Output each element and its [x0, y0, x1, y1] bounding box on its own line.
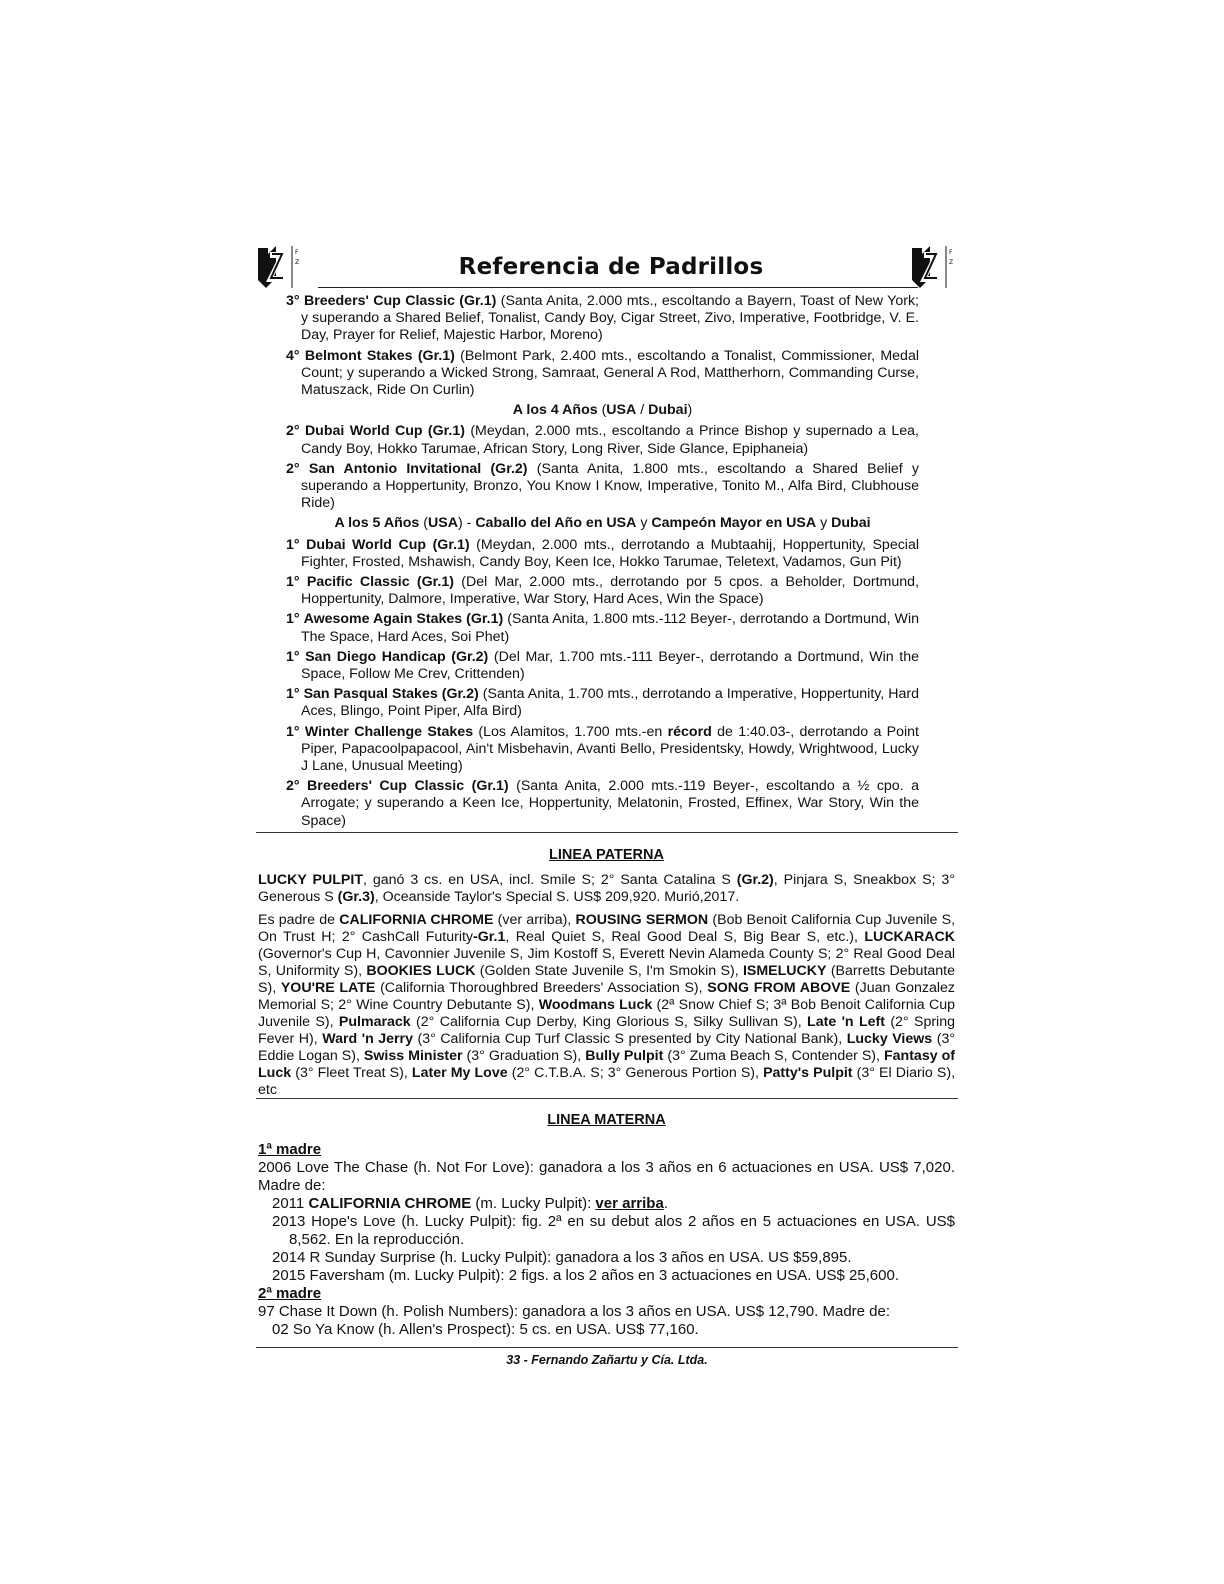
- section-title-paterna: LINEA PATERNA: [549, 847, 664, 863]
- race-entry: 2° Dubai World Cup (Gr.1) (Meydan, 2.000 mts., escoltando a Prince Bishop y supernado a Lea, Candy Boy, Hokko Tarumae, African Story, Long River, Side Glance, Epiphaneia): [286, 423, 919, 457]
- race-entry: 2° San Antonio Invitational (Gr.2) (Santa Anita, 1.800 mts., escoltando a Shared Belief y superando a Hoppertunity, Bronzo, You Know I Know, Imperative, Tonito M., Alfa Bird, Clubhouse Ride): [286, 460, 919, 512]
- race-entry: 1° Pacific Classic (Gr.1) (Del Mar, 2.000 mts., derrotando por 5 cpos. a Beholder, Dortmund, Hoppertunity, Dalmore, Imperative, War Story, Hard Aces, Win the Space): [286, 574, 919, 608]
- page-title: Referencia de Padrillos: [458, 254, 764, 280]
- entries-group-5yo: [286, 537, 919, 721]
- race-entry: 3° Breeders' Cup Classic (Gr.1) (Santa Anita, 2.000 mts., escoltando a Bayern, Toast of New York; y superando a Shared Belief, Tonalist, Candy Boy, Cigar Street, Zivo, Imperative, Footbridge, V. E. Day, Prayer for Relief, Majestic Harbor, Moreno): [286, 293, 919, 344]
- race-entry: 1° Dubai World Cup (Gr.1) (Meydan, 2.000 mts., derrotando a Mubtaahij, Hoppertunity, Special Fighter, Frosted, Mshawish, Candy Boy, Keen Ice, Hokko Tarumae, Teletext, Vadamos, Gun Pit): [286, 536, 919, 570]
- first-dam-produce: [258, 1213, 955, 1285]
- race-entry: 4° Belmont Stakes (Gr.1) (Belmont Park, 2.400 mts., escoltando a Tonalist, Commissioner, Medal Count; y superando a Wicked Strong, Samraat, General A Rod, Mattherhorn, Commanding Curse, Matuszack, Ride On Curlin): [286, 347, 919, 399]
- sire-summary: LUCKY PULPIT, ganó 3 cs. en USA, incl. Smile S; 2° Santa Catalina S (Gr.2), Pinjara S, Sneakbox S; 3° Generous S (Gr.3), Oceanside Taylor's Special S. US$ 209,920. Murió,2017.: [258, 872, 955, 905]
- first-dam-intro: 2006 Love The Chase (h. Not For Love): ganadora a los 3 años en 6 actuaciones en USA. US$ 7,020. Madre de:: [258, 1159, 955, 1194]
- svg-text:Z: Z: [295, 259, 300, 266]
- svg-text:F: F: [949, 249, 953, 256]
- linea-materna: [258, 1141, 955, 1339]
- ver-arriba-link[interactable]: ver arriba: [595, 1195, 664, 1212]
- title-underline: [318, 287, 918, 288]
- page-footer: 33 - Fernando Zañartu y Cía. Ltda.: [506, 1353, 708, 1367]
- second-dam-heading: 2ª madre: [258, 1285, 322, 1302]
- race-entry: 1° San Pasqual Stakes (Gr.2) (Santa Anita, 1.700 mts., derrotando a Imperative, Hoppertunity, Hard Aces, Blingo, Point Piper, Alfa Bird): [286, 686, 919, 720]
- linea-paterna: [258, 847, 955, 1105]
- linea-materna-title-wrap: [258, 1112, 955, 1137]
- second-dam-intro: 97 Chase It Down (h. Polish Numbers): ganadora a los 3 años en USA. US$ 12,790. Madre de:: [258, 1303, 891, 1320]
- race-entry: 2° Breeders' Cup Classic (Gr.1) (Santa Anita, 2.000 mts.-119 Beyer-, escoltando a ½ cpo. a Arrogate; y superando a Keen Ice, Hoppertunity, Melatonin, Frosted, Effinex, War Story, Win the Space): [286, 778, 919, 829]
- race-campaign: [286, 293, 919, 833]
- entries-group-5yo-end: [286, 778, 919, 830]
- produce-item: 02 So Ya Know (h. Allen's Prospect): 5 cs. en USA. US$ 77,160.: [272, 1321, 699, 1338]
- svg-text:F: F: [295, 249, 299, 256]
- produce-item: 2015 Faversham (m. Lucky Pulpit): 2 figs. a los 2 años en 3 actuaciones en USA. US$ 25,600.: [272, 1267, 900, 1284]
- section-title-materna: LINEA MATERNA: [547, 1112, 666, 1128]
- entries-group-3yo: [286, 293, 919, 399]
- produce-california-chrome: 2011 CALIFORNIA CHROME (m. Lucky Pulpit): ver arriba.: [272, 1195, 668, 1212]
- first-dam-heading: 1ª madre: [258, 1141, 322, 1158]
- subhead-5yo: A los 5 Años (USA) - Caballo del Año en USA y Campeón Mayor en USA y Dubai: [334, 515, 871, 532]
- fz-logo-left: [256, 244, 304, 290]
- divider-top: [256, 832, 958, 833]
- second-dam-produce: [258, 1321, 955, 1339]
- page-header: [256, 244, 958, 292]
- produce-item: 2013 Hope's Love (h. Lucky Pulpit): fig. 2ª en su debut alos 2 años en 5 actuaciones en USA. US$ 8,562. En la reproducción.: [272, 1213, 955, 1248]
- race-entry: 1° Awesome Again Stakes (Gr.1) (Santa Anita, 1.800 mts.-112 Beyer-, derrotando a Dortmund, Win The Space, Hard Aces, Soi Phet): [286, 611, 919, 645]
- race-entry-winter: 1° Winter Challenge Stakes (Los Alamitos, 1.700 mts.-en récord de 1:40.03-, derrotando a Point Piper, Papacoolpapacool, Ain't Misbehavin, Avanti Bello, Presidentsky, Howdy, Wrightwood, Lucky J Lane, Unusual Meeting): [286, 723, 919, 775]
- svg-text:Z: Z: [949, 259, 954, 266]
- divider-bottom: [256, 1347, 958, 1348]
- sire-progeny: Es padre de CALIFORNIA CHROME (ver arriba), ROUSING SERMON (Bob Benoit California Cup Juvenile S, On Trust H; 2° CashCall Futurity-Gr.1, Real Quiet S, Real Good Deal S, Big Bear S, etc.), LUCKARACK (Governor's Cup H, Cavonnier Juvenile S, Jim Kostoff S, Everett Nevin Alameda County S; 2° Real Good Deal S, Uniformity S), BOOKIES LUCK (Golden State Juvenile S, I'm Smokin S), ISMELUCKY (Barretts Debutante S), YOU'RE LATE (California Thoroughbred Breeders' Association S), SONG FROM ABOVE (Juan Gonzalez Memorial S; 2° Wine Country Debutante S), Woodmans Luck (2ª Snow Chief S; 3ª Bob Benoit California Cup Juvenile S), Pulmarack (2° California Cup Derby, King Glorious S, Silky Sullivan S), Late 'n Left (2° Spring Fever H), Ward 'n Jerry (3° California Cup Turf Classic S presented by City National Bank), Lucky Views (3° Eddie Logan S), Swiss Minister (3° Graduation S), Bully Pulpit (3° Zuma Beach S, Contender S), Fantasy of Luck (3° Fleet Treat S), Later My Love (2° C.T.B.A. S; 3° Generous Portion S), Patty's Pulpit (3° El Diario S), etc: [258, 912, 956, 1098]
- divider-middle: [256, 1098, 958, 1099]
- subhead-4yo: A los 4 Años (USA / Dubai): [512, 402, 693, 419]
- entries-group-4yo: [286, 423, 919, 512]
- race-entry: 1° San Diego Handicap (Gr.2) (Del Mar, 1.700 mts.-111 Beyer-, derrotando a Dortmund, Win the Space, Follow Me Crev, Crittenden): [286, 648, 919, 683]
- fz-logo-right: [910, 244, 958, 290]
- produce-item: 2014 R Sunday Surprise (h. Lucky Pulpit): ganadora a los 3 años en USA. US $59,895.: [272, 1249, 852, 1266]
